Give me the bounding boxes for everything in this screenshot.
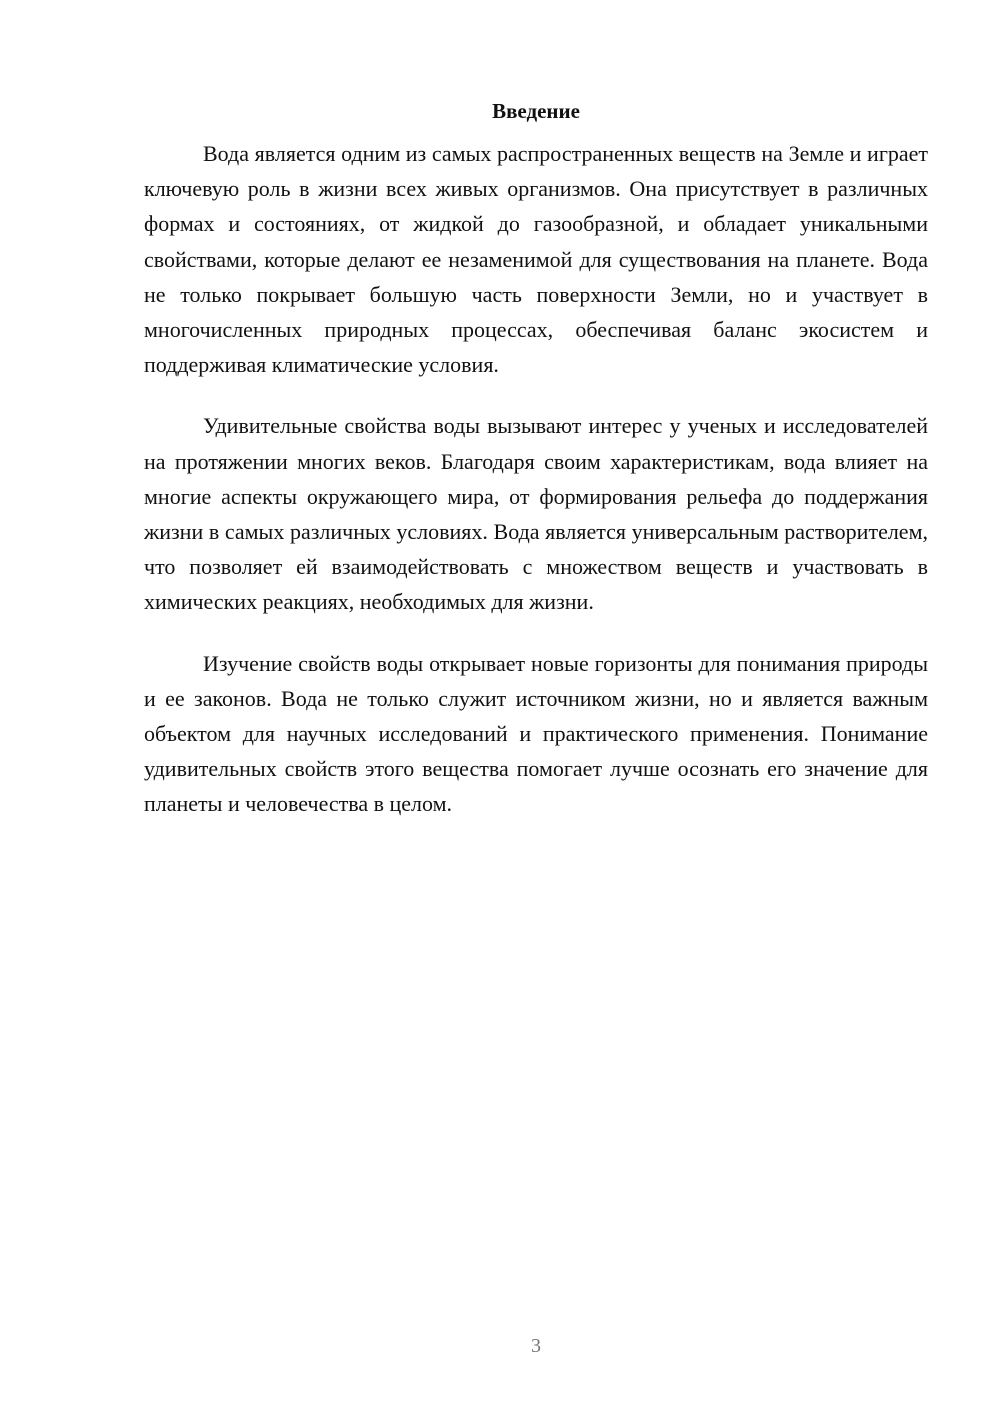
page-content (144, 96, 928, 848)
paragraph: Вода является одним из самых распространенных веществ на Земле и играет ключевую роль в жизни всех живых организмов. Она присутствует в различных формах и состояниях, от жидкой до газообразной, и обладает уникальными свойствами, которые делают ее незаменимой для существования на планете. Вода не только покрывает большую часть поверхности Земли, но и участвует в многочисленных природных процессах, обеспечивая баланс экосистем и поддерживая климатические условия. (144, 141, 928, 378)
paragraph: Удивительные свойства воды вызывают интерес у ученых и исследователей на протяжении многих веков. Благодаря своим характеристикам, вода влияет на многие аспекты окружающего мира, от формирования рельефа до поддержания жизни в самых различных условиях. Вода является универсальным растворителем, что позволяет ей взаимодействовать с множеством веществ и участвовать в химических реакциях, необходимых для жизни. (144, 413, 928, 615)
paragraph: Изучение свойств воды открывает новые горизонты для понимания природы и ее законов. Вода не только служит источником жизни, но и является важным объектом для научных исследований и практического применения. Понимание удивительных свойств этого вещества помогает лучше осознать его значение для планеты и человечества в целом. (144, 650, 928, 817)
section-title: Введение (492, 99, 580, 123)
page-number: 3 (531, 1335, 541, 1357)
